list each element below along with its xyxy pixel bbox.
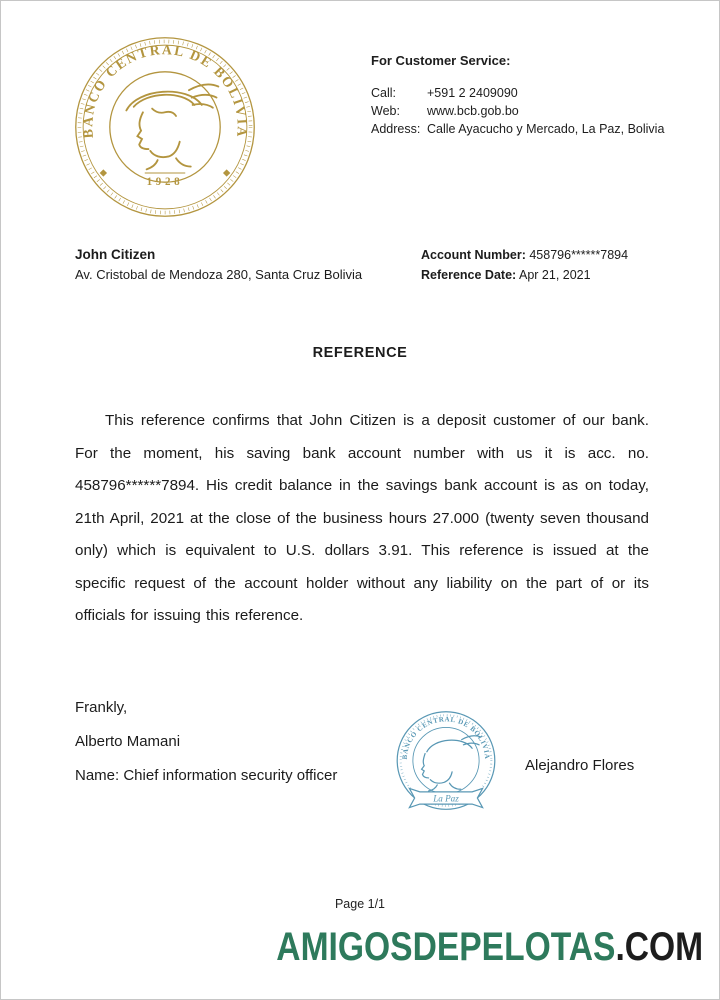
call-value: +591 2 2409090 <box>427 86 518 100</box>
stamp-city: La Paz <box>433 793 459 804</box>
logo-diamond-left-icon <box>100 169 107 176</box>
account-number-label: Account Number: <box>421 248 526 262</box>
recipient-name: John Citizen <box>75 247 156 262</box>
reference-date-label: Reference Date: <box>421 268 517 282</box>
svg-text:BANCO CENTRAL DE BOLIVIA <box>401 715 492 759</box>
account-info-block <box>421 245 628 285</box>
reference-date-value: Apr 21, 2021 <box>518 268 591 282</box>
account-number-row <box>421 245 628 265</box>
reference-date-row <box>421 265 628 285</box>
mercury-figure-icon <box>126 84 218 169</box>
customer-service-section <box>371 53 703 138</box>
bank-stamp <box>385 703 507 825</box>
recipient-address: Av. Cristobal de Mendoza 280, Santa Cruz Bolivia <box>75 267 363 282</box>
signer-name: Alberto Mamani <box>75 733 181 750</box>
address-row <box>371 120 703 138</box>
letter-body: This reference confirms that John Citizen is a deposit customer of our bank. For the moment, his saving bank account number with us it is acc. no. 458796******7894. His credit balance in the savings bank account is as on today, 21th April, 2021 at the close of the business hours 27.000 (twenty seven thousand only) which is equivalent to U.S. dollars 3.91. This reference is issued at the specific request of the account holder without any liability on the part of or its officials for issuing this reference. <box>75 412 649 624</box>
stamp-arc-text: BANCO CENTRAL DE BOLIVIA <box>400 715 492 760</box>
letter-title: REFERENCE <box>312 345 408 361</box>
svg-text:BANCO CENTRAL DE BOLIVIA <box>80 42 250 139</box>
closing-block <box>75 691 337 793</box>
web-row <box>371 102 703 120</box>
address-label: Address: <box>371 122 421 136</box>
logo-diamond-right-icon <box>223 169 230 176</box>
call-label: Call: <box>371 86 397 100</box>
watermark-main: AMIGOSDEPELOTAS <box>276 925 616 969</box>
recipient-block <box>75 245 362 285</box>
watermark <box>276 925 703 970</box>
officer-name: Alejandro Flores <box>525 757 635 774</box>
stamp-mercury-figure-icon <box>422 736 481 791</box>
logo-arc-text: BANCO CENTRAL DE BOLIVIA <box>80 42 250 139</box>
logo-year: 1928 <box>146 175 184 188</box>
watermark-suffix: .COM <box>615 925 703 969</box>
web-value: www.bcb.gob.bo <box>427 104 519 118</box>
account-number-value: 458796******7894 <box>529 248 629 262</box>
call-row <box>371 84 703 102</box>
web-label: Web: <box>371 104 400 118</box>
signer-title: Name: Chief information security officer <box>75 767 338 784</box>
bank-logo <box>73 35 257 219</box>
address-value: Calle Ayacucho y Mercado, La Paz, Bolivia <box>427 122 665 136</box>
customer-service-title: For Customer Service: <box>371 53 511 68</box>
closing-word: Frankly, <box>75 699 128 716</box>
page-number: Page 1/1 <box>334 897 386 911</box>
